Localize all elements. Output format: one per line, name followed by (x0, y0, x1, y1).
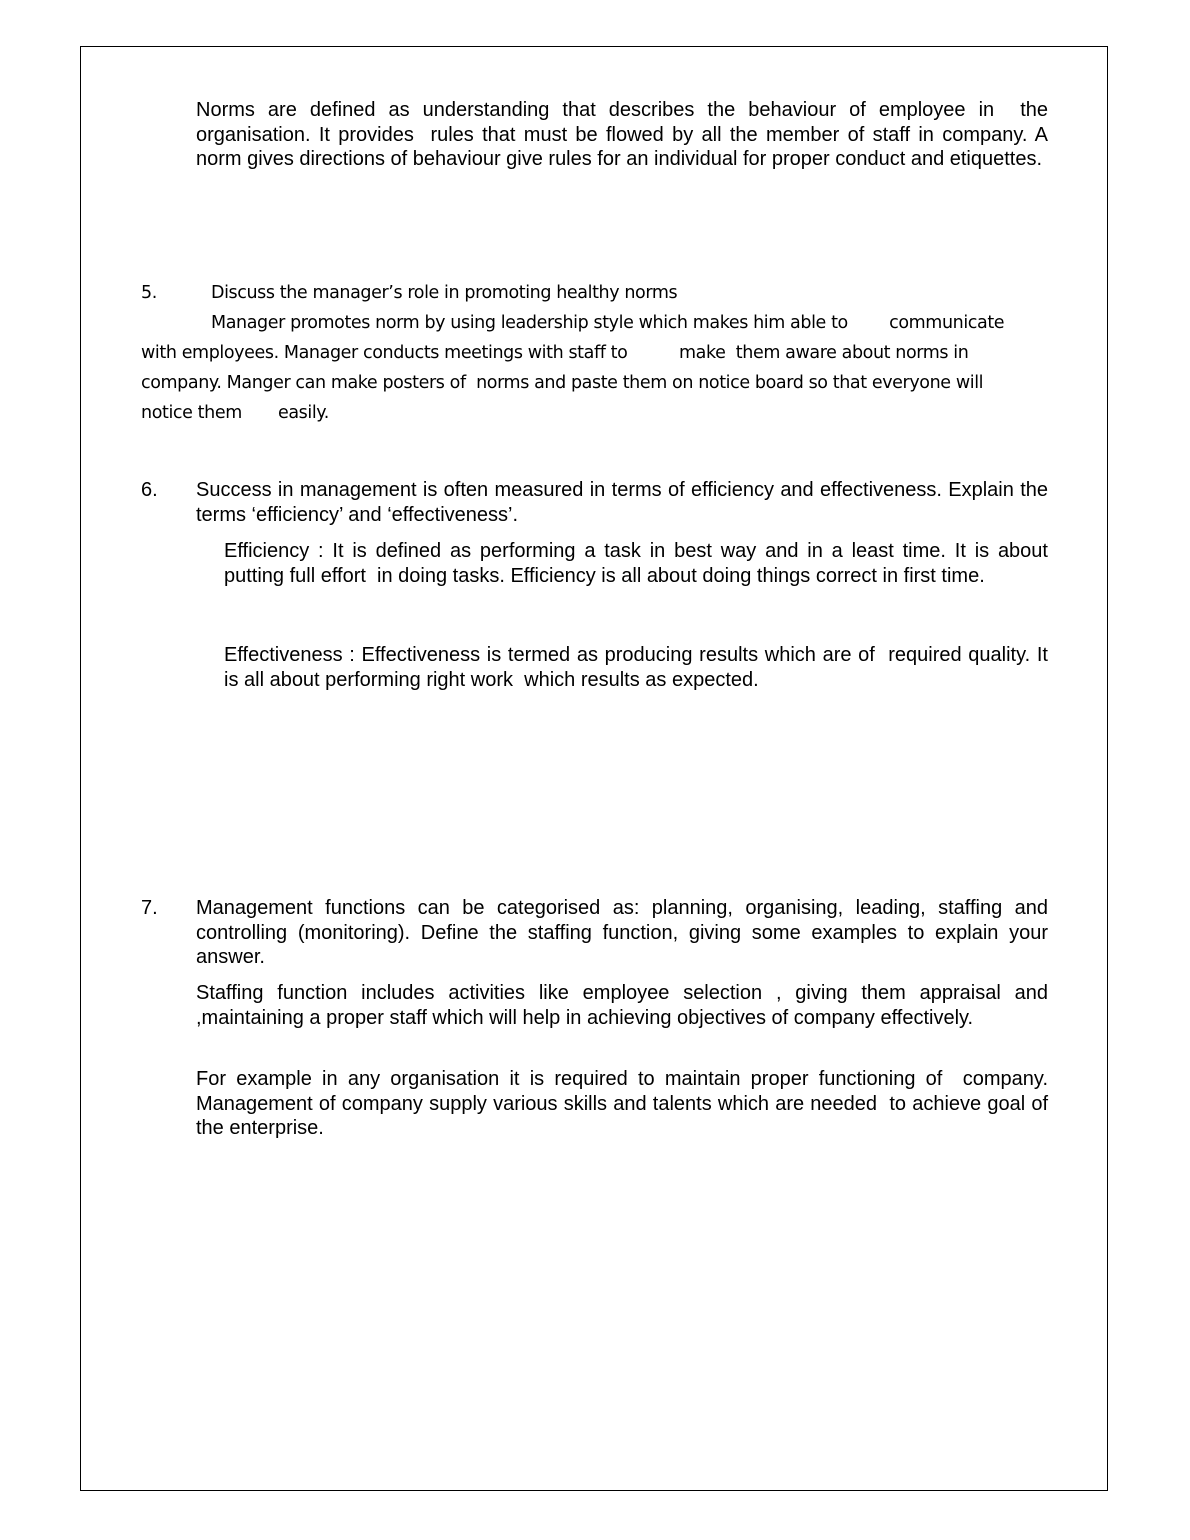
question-5-answer-line-3: company. Manger can make posters of norms and paste them on notice board so that everyone will (141, 373, 984, 393)
efficiency-definition: Efficiency : It is defined as performing a task in best way and in a least time. It is about putting full effort in doing tasks. Efficiency is all about doing things correct in first time. (224, 540, 1054, 587)
staffing-example-answer: For example in any organisation it is required to maintain proper functioning of company. Management of company supply various skills and talents which are needed to achieve goal of the enterprise. (196, 1068, 1054, 1139)
question-5-answer-line-2: with employees. Manager conducts meetings with staff to make them aware about norms in (141, 343, 969, 363)
question-6-text: Success in management is often measured in terms of efficiency and effectiveness. Explain the terms ‘efficiency’ and ‘effectiveness’. (196, 479, 1048, 526)
question-6-number: 6. (141, 479, 158, 501)
question-5-answer-line-4: notice them easily. (141, 403, 329, 423)
question-5-text: Discuss the manager’s role in promoting healthy norms (211, 283, 678, 303)
question-5-number: 5. (141, 283, 157, 303)
norms-definition-paragraph: Norms are defined as understanding that describes the behaviour of employee in the organisation. It provides rules that must be flowed by all the member of staff in company. A norm gives directions of behaviour give rules for an individual for proper conduct and etiquettes. (196, 99, 1054, 170)
effectiveness-definition: Effectiveness : Effectiveness is termed as producing results which are of required quality. It is all about performing right work which results as expected. (224, 644, 1054, 691)
staffing-function-answer: Staffing function includes activities like employee selection , giving them appraisal and ,maintaining a proper staff which will help in achieving objectives of company effectively. (196, 982, 1054, 1029)
question-5-answer-line-1: Manager promotes norm by using leadership style which makes him able to communicate (211, 313, 1005, 333)
question-7-number: 7. (141, 897, 158, 919)
page-border (80, 46, 1108, 1491)
question-7-text: Management functions can be categorised as: planning, organising, leading, staffing and controlling (monitoring). Define the staffing function, giving some examples to explain your answer. (196, 897, 1048, 968)
